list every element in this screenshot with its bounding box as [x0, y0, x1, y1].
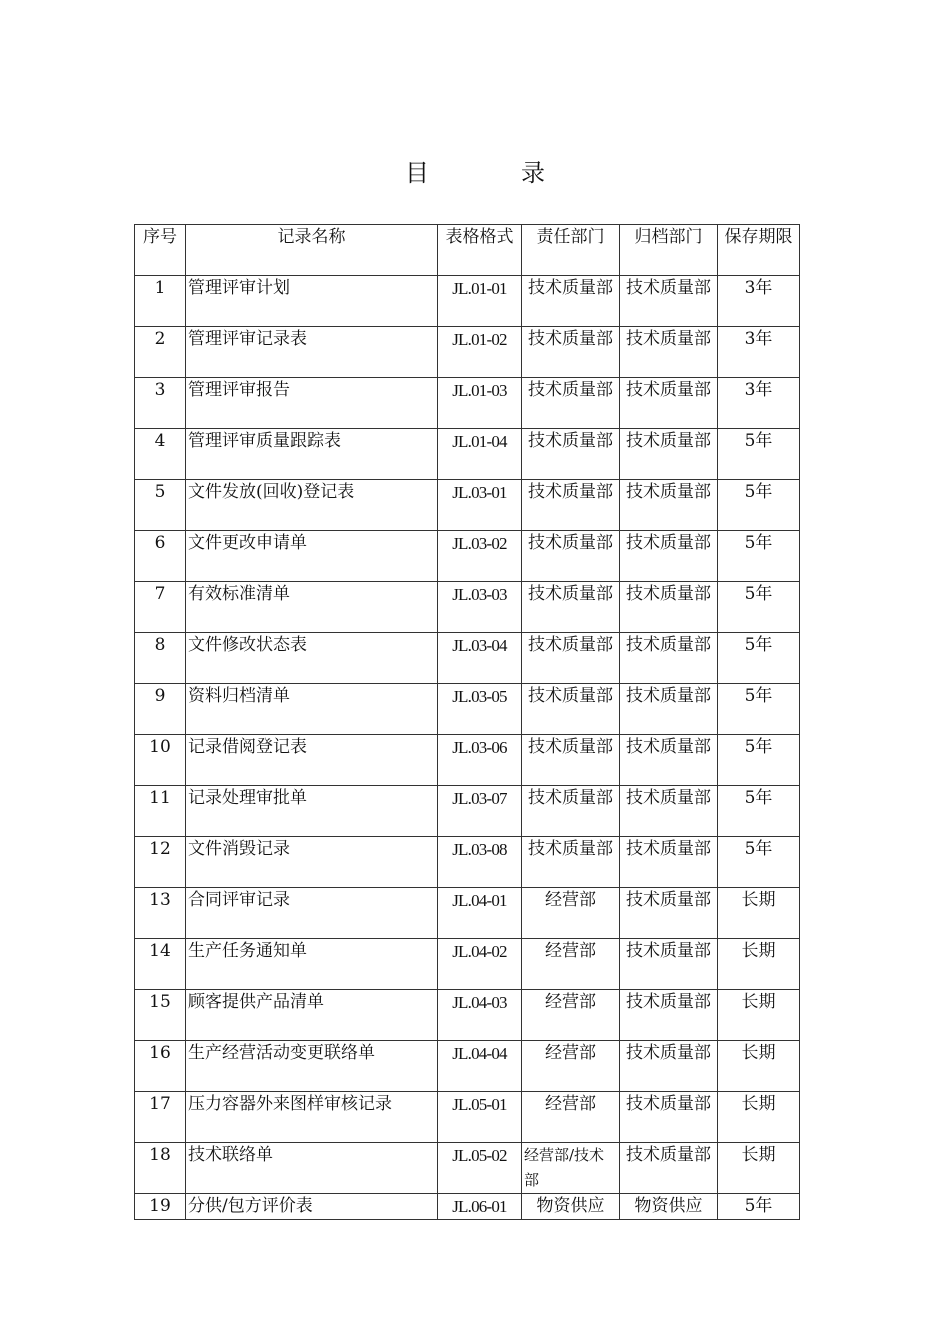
page-title: 目 录 — [405, 159, 579, 187]
form-code: JL.01-01 — [438, 276, 522, 327]
responsible-dept: 技术质量部 — [522, 735, 620, 786]
responsible-dept: 经营部/技术部 — [522, 1143, 620, 1194]
header-keep: 保存期限 — [718, 225, 800, 276]
form-code: JL.03-05 — [438, 684, 522, 735]
archive-dept: 技术质量部 — [620, 429, 718, 480]
row-number: 8 — [135, 633, 186, 684]
retention-period: 5年 — [718, 582, 800, 633]
responsible-dept: 技术质量部 — [522, 480, 620, 531]
record-name: 管理评审质量跟踪表 — [186, 429, 438, 480]
record-name: 管理评审记录表 — [186, 327, 438, 378]
table-row — [135, 327, 800, 378]
archive-dept: 技术质量部 — [620, 1092, 718, 1143]
table-row — [135, 786, 800, 837]
retention-period: 5年 — [718, 684, 800, 735]
row-number: 6 — [135, 531, 186, 582]
record-name: 分供/包方评价表 — [186, 1194, 438, 1220]
table-row — [135, 837, 800, 888]
table-row — [135, 1041, 800, 1092]
archive-dept: 技术质量部 — [620, 888, 718, 939]
responsible-dept: 物资供应 — [522, 1194, 620, 1220]
header-no: 序号 — [135, 225, 186, 276]
retention-period: 5年 — [718, 1194, 800, 1220]
record-name: 文件发放(回收)登记表 — [186, 480, 438, 531]
archive-dept: 技术质量部 — [620, 684, 718, 735]
responsible-dept: 技术质量部 — [522, 531, 620, 582]
table-row — [135, 633, 800, 684]
retention-period: 长期 — [718, 1041, 800, 1092]
responsible-dept: 经营部 — [522, 1041, 620, 1092]
form-code: JL.04-01 — [438, 888, 522, 939]
responsible-dept: 技术质量部 — [522, 684, 620, 735]
form-code: JL.06-01 — [438, 1194, 522, 1220]
table-row — [135, 990, 800, 1041]
responsible-dept: 技术质量部 — [522, 378, 620, 429]
archive-dept: 技术质量部 — [620, 1041, 718, 1092]
record-name: 生产任务通知单 — [186, 939, 438, 990]
form-code: JL.03-08 — [438, 837, 522, 888]
archive-dept: 技术质量部 — [620, 531, 718, 582]
table-row — [135, 378, 800, 429]
record-name: 管理评审计划 — [186, 276, 438, 327]
archive-dept: 技术质量部 — [620, 633, 718, 684]
responsible-dept: 经营部 — [522, 939, 620, 990]
row-number: 15 — [135, 990, 186, 1041]
row-number: 18 — [135, 1143, 186, 1194]
archive-dept: 技术质量部 — [620, 735, 718, 786]
row-number: 9 — [135, 684, 186, 735]
retention-period: 5年 — [718, 531, 800, 582]
table-row — [135, 939, 800, 990]
retention-period: 长期 — [718, 888, 800, 939]
record-name: 管理评审报告 — [186, 378, 438, 429]
row-number: 16 — [135, 1041, 186, 1092]
responsible-dept: 技术质量部 — [522, 327, 620, 378]
table-row — [135, 888, 800, 939]
form-code: JL.03-01 — [438, 480, 522, 531]
form-code: JL.04-03 — [438, 990, 522, 1041]
record-name: 文件更改申请单 — [186, 531, 438, 582]
archive-dept: 技术质量部 — [620, 582, 718, 633]
form-code: JL.01-03 — [438, 378, 522, 429]
retention-period: 5年 — [718, 633, 800, 684]
retention-period: 5年 — [718, 786, 800, 837]
form-code: JL.04-02 — [438, 939, 522, 990]
header-name: 记录名称 — [186, 225, 438, 276]
retention-period: 5年 — [718, 837, 800, 888]
responsible-dept: 技术质量部 — [522, 582, 620, 633]
archive-dept: 技术质量部 — [620, 990, 718, 1041]
archive-dept: 技术质量部 — [620, 327, 718, 378]
record-name: 技术联络单 — [186, 1143, 438, 1194]
archive-dept: 物资供应 — [620, 1194, 718, 1220]
archive-dept: 技术质量部 — [620, 837, 718, 888]
record-name: 合同评审记录 — [186, 888, 438, 939]
archive-dept: 技术质量部 — [620, 378, 718, 429]
table-header-row — [135, 225, 800, 276]
row-number: 12 — [135, 837, 186, 888]
table-row — [135, 735, 800, 786]
row-number: 17 — [135, 1092, 186, 1143]
row-number: 13 — [135, 888, 186, 939]
form-code: JL.03-07 — [438, 786, 522, 837]
table-row — [135, 531, 800, 582]
record-name: 文件消毁记录 — [186, 837, 438, 888]
row-number: 2 — [135, 327, 186, 378]
row-number: 1 — [135, 276, 186, 327]
row-number: 5 — [135, 480, 186, 531]
table-row — [135, 1092, 800, 1143]
record-name: 记录处理审批单 — [186, 786, 438, 837]
responsible-dept: 技术质量部 — [522, 837, 620, 888]
record-name: 记录借阅登记表 — [186, 735, 438, 786]
retention-period: 长期 — [718, 1092, 800, 1143]
responsible-dept: 技术质量部 — [522, 276, 620, 327]
form-code: JL.05-02 — [438, 1143, 522, 1194]
responsible-dept: 技术质量部 — [522, 786, 620, 837]
table-row — [135, 429, 800, 480]
retention-period: 长期 — [718, 939, 800, 990]
form-code: JL.03-03 — [438, 582, 522, 633]
responsible-dept: 经营部 — [522, 888, 620, 939]
responsible-dept: 经营部 — [522, 1092, 620, 1143]
row-number: 10 — [135, 735, 186, 786]
retention-period: 5年 — [718, 480, 800, 531]
header-archive: 归档部门 — [620, 225, 718, 276]
archive-dept: 技术质量部 — [620, 480, 718, 531]
retention-period: 5年 — [718, 735, 800, 786]
archive-dept: 技术质量部 — [620, 786, 718, 837]
header-dept: 责任部门 — [522, 225, 620, 276]
record-name: 资料归档清单 — [186, 684, 438, 735]
retention-period: 3年 — [718, 276, 800, 327]
retention-period: 长期 — [718, 1143, 800, 1194]
form-code: JL.01-02 — [438, 327, 522, 378]
row-number: 14 — [135, 939, 186, 990]
row-number: 3 — [135, 378, 186, 429]
row-number: 7 — [135, 582, 186, 633]
table-row — [135, 684, 800, 735]
table-row — [135, 480, 800, 531]
archive-dept: 技术质量部 — [620, 1143, 718, 1194]
table-row — [135, 276, 800, 327]
table-row — [135, 1143, 800, 1194]
records-table — [134, 224, 800, 1220]
record-name: 顾客提供产品清单 — [186, 990, 438, 1041]
responsible-dept: 技术质量部 — [522, 429, 620, 480]
form-code: JL.04-04 — [438, 1041, 522, 1092]
retention-period: 长期 — [718, 990, 800, 1041]
table-row — [135, 582, 800, 633]
row-number: 4 — [135, 429, 186, 480]
archive-dept: 技术质量部 — [620, 939, 718, 990]
form-code: JL.03-02 — [438, 531, 522, 582]
form-code: JL.01-04 — [438, 429, 522, 480]
retention-period: 3年 — [718, 327, 800, 378]
row-number: 19 — [135, 1194, 186, 1220]
responsible-dept: 经营部 — [522, 990, 620, 1041]
retention-period: 3年 — [718, 378, 800, 429]
record-name: 生产经营活动变更联络单 — [186, 1041, 438, 1092]
form-code: JL.05-01 — [438, 1092, 522, 1143]
form-code: JL.03-04 — [438, 633, 522, 684]
responsible-dept: 技术质量部 — [522, 633, 620, 684]
record-name: 文件修改状态表 — [186, 633, 438, 684]
header-code: 表格格式 — [438, 225, 522, 276]
row-number: 11 — [135, 786, 186, 837]
retention-period: 5年 — [718, 429, 800, 480]
record-name: 压力容器外来图样审核记录 — [186, 1092, 438, 1143]
table-row — [135, 1194, 800, 1220]
archive-dept: 技术质量部 — [620, 276, 718, 327]
record-name: 有效标准清单 — [186, 582, 438, 633]
form-code: JL.03-06 — [438, 735, 522, 786]
